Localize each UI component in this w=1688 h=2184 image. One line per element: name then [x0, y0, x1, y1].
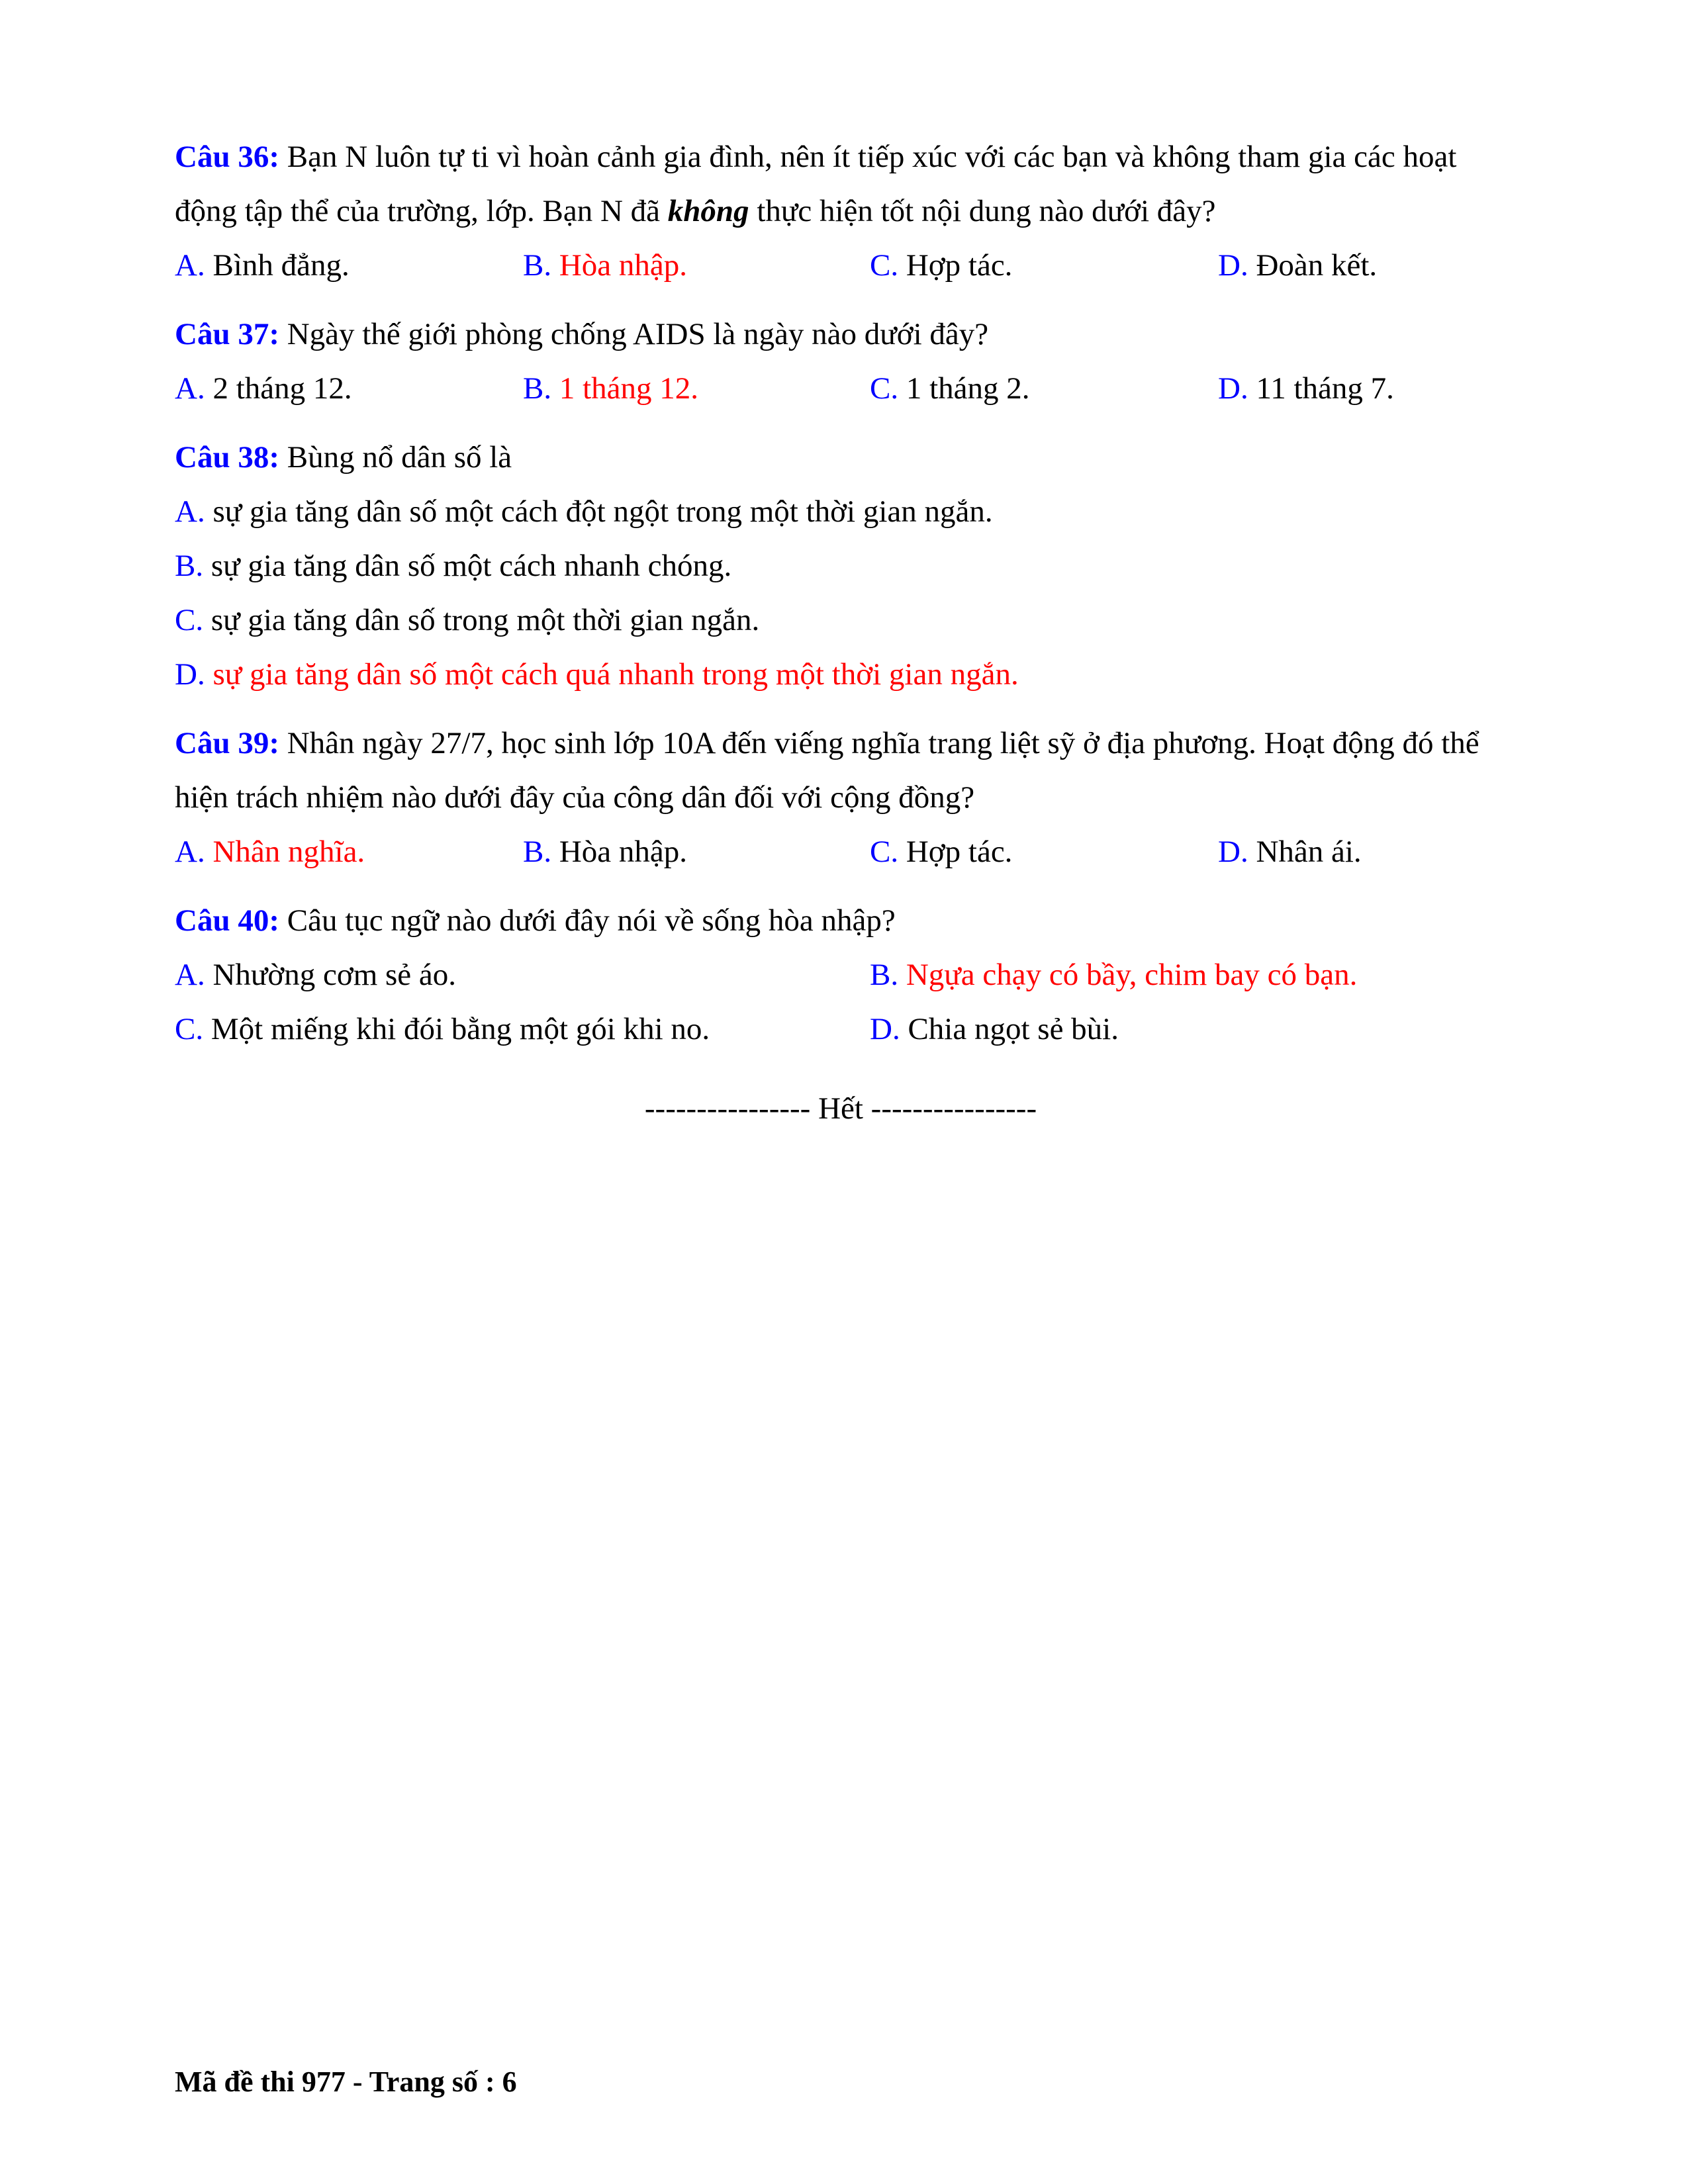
exam-content — [175, 130, 1507, 1136]
question-36-label: Câu 36: — [175, 140, 279, 174]
option-39-d-text: Nhân ái. — [1256, 835, 1362, 869]
option-36-a — [175, 238, 523, 293]
question-36-text-after: thực hiện tốt nội dung nào dưới đây? — [749, 194, 1216, 228]
option-39-c-text: Hợp tác. — [906, 835, 1013, 869]
question-36-stem — [175, 130, 1507, 238]
question-36-text-before: Bạn N luôn tự ti vì hoàn cảnh gia đình, nên ít tiếp xúc với các bạn và không tham gia các hoạt động tập thể của trường, lớp. Bạn N đã — [175, 140, 1457, 228]
option-39-d — [1218, 825, 1507, 879]
option-37-b-letter: B. — [523, 371, 552, 406]
option-39-d-letter: D. — [1218, 835, 1248, 869]
question-40-text: Câu tục ngữ nào dưới đây nói về sống hòa nhập? — [287, 903, 896, 938]
option-37-b-text: 1 tháng 12. — [559, 371, 699, 406]
question-39 — [175, 716, 1507, 879]
question-38-stem — [175, 430, 1507, 484]
question-38 — [175, 430, 1507, 702]
option-37-c-text: 1 tháng 2. — [906, 371, 1030, 406]
option-36-a-letter: A. — [175, 248, 205, 283]
page-footer: Mã đề thi 977 - Trang số : 6 — [175, 2066, 517, 2098]
option-40-a — [175, 948, 870, 1002]
option-37-d — [1218, 361, 1507, 416]
question-39-label: Câu 39: — [175, 726, 279, 760]
question-40 — [175, 893, 1507, 1056]
question-36-options — [175, 238, 1507, 293]
question-38-label: Câu 38: — [175, 440, 279, 475]
option-39-a-letter: A. — [175, 835, 205, 869]
option-40-a-text: Nhường cơm sẻ áo. — [212, 958, 457, 992]
option-39-c — [870, 825, 1218, 879]
option-36-c-text: Hợp tác. — [906, 248, 1013, 283]
option-36-d — [1218, 238, 1507, 293]
option-40-b — [870, 948, 1507, 1002]
option-40-c-letter: C. — [175, 1012, 204, 1046]
option-39-b-letter: B. — [523, 835, 552, 869]
option-38-a-letter: A. — [175, 494, 205, 529]
question-37-stem — [175, 307, 1507, 361]
option-38-b — [175, 539, 1507, 593]
option-36-c — [870, 238, 1218, 293]
option-37-d-letter: D. — [1218, 371, 1248, 406]
question-39-text: Nhân ngày 27/7, học sinh lớp 10A đến viếng nghĩa trang liệt sỹ ở địa phương. Hoạt động đó thể hiện trách nhiệm nào dưới đây của công dân đối với cộng đồng? — [175, 726, 1479, 815]
option-38-c-letter: C. — [175, 603, 204, 637]
option-37-b — [523, 361, 870, 416]
option-37-a-letter: A. — [175, 371, 205, 406]
question-39-stem — [175, 716, 1507, 825]
option-36-d-text: Đoàn kết. — [1256, 248, 1378, 283]
option-38-a-text: sự gia tăng dân số một cách đột ngột trong một thời gian ngắn. — [212, 494, 993, 529]
option-37-a-text: 2 tháng 12. — [212, 371, 352, 406]
option-37-c-letter: C. — [870, 371, 899, 406]
option-38-c-text: sự gia tăng dân số trong một thời gian ngắn. — [211, 603, 760, 637]
question-36 — [175, 130, 1507, 293]
option-40-a-letter: A. — [175, 958, 205, 992]
question-40-label: Câu 40: — [175, 903, 279, 938]
option-36-b-letter: B. — [523, 248, 552, 283]
question-37-options — [175, 361, 1507, 416]
option-37-c — [870, 361, 1218, 416]
option-40-d-text: Chia ngọt sẻ bùi. — [908, 1012, 1119, 1046]
question-39-options — [175, 825, 1507, 879]
option-40-d-letter: D. — [870, 1012, 900, 1046]
option-36-c-letter: C. — [870, 248, 899, 283]
option-38-a — [175, 484, 1507, 539]
option-38-b-text: sự gia tăng dân số một cách nhanh chóng. — [211, 549, 732, 583]
option-38-d — [175, 647, 1507, 702]
option-36-a-text: Bình đẳng. — [212, 248, 350, 283]
option-36-d-letter: D. — [1218, 248, 1248, 283]
option-40-b-letter: B. — [870, 958, 899, 992]
option-36-b — [523, 238, 870, 293]
question-38-options — [175, 484, 1507, 702]
option-40-b-text: Ngựa chạy có bầy, chim bay có bạn. — [906, 958, 1358, 992]
option-40-c — [175, 1002, 870, 1056]
option-38-d-text: sự gia tăng dân số một cách quá nhanh trong một thời gian ngắn. — [212, 657, 1019, 692]
option-38-d-letter: D. — [175, 657, 205, 692]
option-39-a — [175, 825, 523, 879]
option-39-b-text: Hòa nhập. — [559, 835, 688, 869]
question-40-options — [175, 948, 1507, 1056]
option-36-b-text: Hòa nhập. — [559, 248, 688, 283]
question-37-label: Câu 37: — [175, 317, 279, 351]
end-marker: ---------------- Hết ---------------- — [644, 1091, 1037, 1126]
question-37-text: Ngày thế giới phòng chống AIDS là ngày nào dưới đây? — [287, 317, 989, 351]
question-40-stem — [175, 893, 1507, 948]
question-37 — [175, 307, 1507, 416]
option-37-d-text: 11 tháng 7. — [1256, 371, 1394, 406]
option-39-b — [523, 825, 870, 879]
option-39-a-text: Nhân nghĩa. — [212, 835, 365, 869]
option-40-c-text: Một miếng khi đói bằng một gói khi no. — [211, 1012, 710, 1046]
option-38-b-letter: B. — [175, 549, 204, 583]
question-38-text: Bùng nổ dân số là — [287, 440, 512, 475]
question-36-emphasis: không — [667, 194, 749, 228]
option-40-d — [870, 1002, 1507, 1056]
option-37-a — [175, 361, 523, 416]
option-38-c — [175, 593, 1507, 647]
option-39-c-letter: C. — [870, 835, 899, 869]
